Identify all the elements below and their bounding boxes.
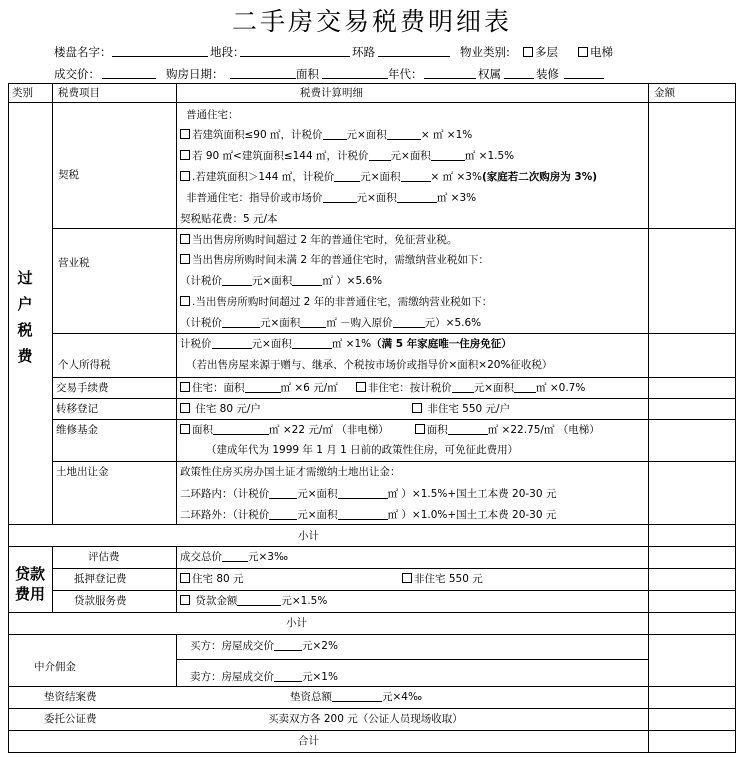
maintenance-line-1: 面积 ㎡ ×22 元/㎡ （非电梯） 面积 ㎡ ×22.75/㎡ （电梯） xyxy=(180,423,600,437)
agency-buyer-line: 买方：房屋成交价 元×2% xyxy=(190,640,338,652)
appraisal-line: 成交总价 元×3‰ xyxy=(180,551,289,563)
page-title: 二手房交易税费明细表 xyxy=(231,7,512,36)
area-label: 面积 xyxy=(296,67,319,81)
transfer-category: 过户税费 xyxy=(17,269,33,365)
transaction-fee-line: 住宅：面积 ㎡ ×6 元/㎡ 非住宅：按计税价 元×面积 ㎡ ×0.7% xyxy=(180,381,585,395)
agency-fee-label: 中介佣金 xyxy=(34,661,76,673)
appraisal-fee-label: 评估费 xyxy=(88,551,120,563)
business-line-1: 当出售房所购时间超过 2 年的普通住宅时，免征营业税。 xyxy=(180,233,457,247)
ring-road-field[interactable] xyxy=(378,44,450,57)
header-tax-item: 税费项目 xyxy=(58,87,100,99)
land-line-3: 二环路外：（计税价 元×面积 ㎡ ）×1.0%+国土工本费 20-30 元 xyxy=(180,509,557,521)
land-line-2: 二环路内：（计税价 元×面积 ㎡ ）×1.5%+国土工本费 20-30 元 xyxy=(180,488,557,500)
business-line-3: （计税价 元×面积 ㎡ ）×5.6% xyxy=(180,275,383,287)
advance-fee-label: 垫资结案费 xyxy=(44,691,97,703)
checkbox-icon[interactable] xyxy=(523,47,533,57)
maintenance-note: （建成年代为 1999 年 1 月 1 日前的政策性住房，可免征此费用） xyxy=(206,444,519,456)
header-category: 类别 xyxy=(12,87,33,99)
decoration-label: 装修 xyxy=(536,67,559,81)
deed-line-4: 非普通住宅：指导价或市场价 元×面积 ㎡ ×3% xyxy=(186,192,477,204)
transfer-subtotal: 小计 xyxy=(298,530,319,542)
maintenance-fund-label: 维修基金 xyxy=(56,424,98,436)
property-type-label: 物业类别: xyxy=(460,45,510,59)
elevator-option[interactable]: 电梯 xyxy=(578,44,613,60)
ownership-label: 权属 xyxy=(478,67,501,81)
era-label: 年代： xyxy=(388,67,423,81)
land-section-label: 地段： xyxy=(210,45,245,59)
deed-ordinary-head: 普通住宅： xyxy=(186,109,239,121)
loan-subtotal: 小计 xyxy=(286,617,307,629)
mortgage-fee-label: 抵押登记费 xyxy=(74,573,127,585)
land-line-1: 政策性住房买房办国土证才需缴纳土地出让金： xyxy=(180,466,401,478)
deal-price-field[interactable] xyxy=(102,66,156,79)
purchase-date-label: 购房日期： xyxy=(166,67,224,81)
grand-total: 合计 xyxy=(298,735,319,747)
decoration-field[interactable] xyxy=(564,66,604,79)
income-line-1: 计税价 元×面积 ㎡ ×1%（满 5 年家庭唯一住房免征） xyxy=(180,338,512,350)
checkbox-icon[interactable] xyxy=(578,47,588,57)
ring-road-label: 环路 xyxy=(352,45,375,59)
land-section-field[interactable] xyxy=(240,44,350,57)
transaction-fee-label: 交易手续费 xyxy=(56,382,109,394)
income-line-2: （若出售房屋来源于赠与、继承、个税按市场价或指导价×面积×20%征收税） xyxy=(186,359,553,371)
multi-storey-option[interactable]: 多层 xyxy=(523,44,558,60)
land-premium-label: 土地出让金 xyxy=(56,466,109,478)
transfer-register-label: 转移登记 xyxy=(56,403,98,415)
building-name-field[interactable] xyxy=(112,44,208,57)
deed-tax-label: 契税 xyxy=(58,169,79,181)
deed-line-5: 契税贴花费：5 元/本 xyxy=(180,213,278,225)
deed-line-3: .若建筑面积＞144 ㎡，计税价 元×面积 × ㎡ ×3%(家庭若二次购房为 3%) xyxy=(180,170,597,184)
business-line-2: 当出售房所购时间未满 2 年的普通住宅时，需缴纳营业税如下： xyxy=(180,253,489,267)
business-line-4: .当出售房所购时间超过 2 年的非普通住宅，需缴纳营业税如下： xyxy=(180,295,492,309)
loan-category: 贷款费用 xyxy=(14,565,45,603)
header-calc-detail: 税费计算明细 xyxy=(300,87,363,99)
ownership-field[interactable] xyxy=(504,66,534,79)
deed-line-1: 若建筑面积≤90 ㎡，计税价 元×面积 × ㎡ ×1% xyxy=(180,128,472,142)
deed-line-2: 若 90 ㎡<建筑面积≤144 ㎡，计税价 元×面积 ㎡ ×1.5% xyxy=(180,149,514,163)
mortgage-residential: 住宅 80 元 xyxy=(180,572,244,586)
era-field[interactable] xyxy=(424,66,476,79)
business-line-5: （计税价 元×面积 ㎡ －购入原价 元）×5.6% xyxy=(180,317,482,329)
purchase-date-field[interactable] xyxy=(230,66,296,79)
notary-fee-label: 委托公证费 xyxy=(44,713,97,725)
business-tax-label: 营业税 xyxy=(58,257,90,269)
register-non-residential: 非住宅 550 元/户 xyxy=(412,402,510,416)
deal-price-label: 成交价： xyxy=(54,67,100,81)
area-field[interactable] xyxy=(322,66,388,79)
loan-service-line: 贷款金额 元×1.5% xyxy=(180,594,327,608)
header-amount: 金额 xyxy=(654,87,675,99)
income-tax-label: 个人所得税 xyxy=(58,359,111,371)
notary-fee-text: 买卖双方各 200 元（公证人员现场收取） xyxy=(268,713,463,725)
mortgage-non-residential: 非住宅 550 元 xyxy=(402,572,483,586)
loan-service-fee-label: 贷款服务费 xyxy=(74,595,127,607)
agency-seller-line: 卖方：房屋成交价 元×1% xyxy=(190,671,338,683)
advance-fee-line: 垫资总额 元×4‰ xyxy=(290,691,423,703)
building-name-label: 楼盘名字： xyxy=(54,45,112,59)
register-residential: 住宅 80 元/户 xyxy=(180,402,261,416)
